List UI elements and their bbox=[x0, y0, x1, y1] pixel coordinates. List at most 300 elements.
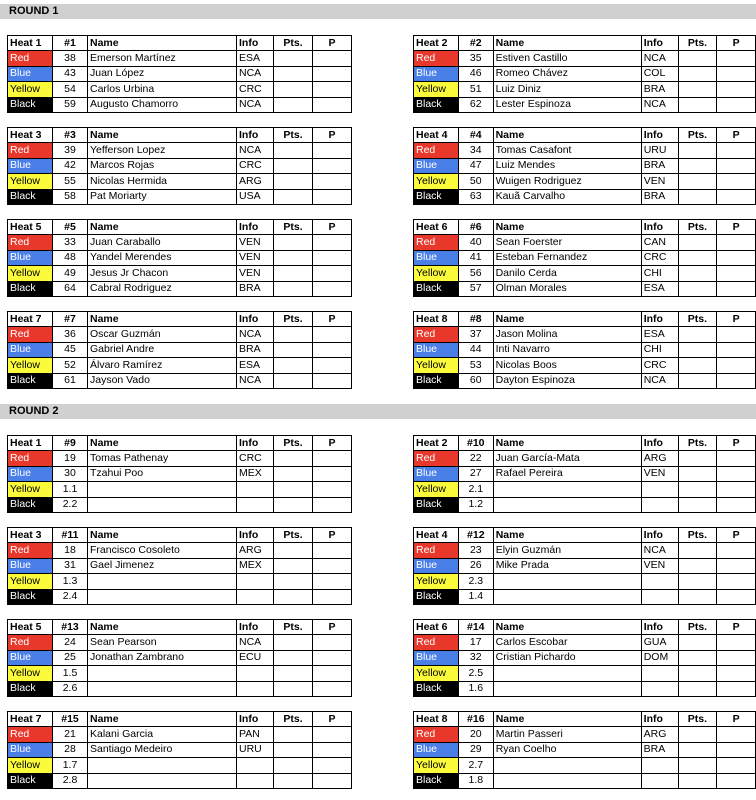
seed-cell: 38 bbox=[53, 51, 88, 66]
p-header: P bbox=[717, 36, 756, 51]
points-cell bbox=[678, 635, 717, 650]
country-cell: CHI bbox=[641, 342, 678, 357]
jersey-color-cell: Black bbox=[414, 97, 459, 112]
jersey-color-cell: Blue bbox=[414, 158, 459, 173]
place-cell bbox=[313, 358, 352, 373]
seed-cell: 1.7 bbox=[53, 758, 88, 773]
place-cell bbox=[717, 373, 756, 388]
place-cell bbox=[717, 82, 756, 97]
place-cell bbox=[313, 451, 352, 466]
jersey-color-cell: Black bbox=[8, 681, 53, 696]
points-cell bbox=[678, 235, 717, 250]
heat-table bbox=[413, 127, 756, 205]
heat-label: Heat 8 bbox=[414, 712, 459, 727]
heat-header-row bbox=[8, 220, 352, 235]
pts-header: Pts. bbox=[678, 312, 717, 327]
pts-header: Pts. bbox=[274, 620, 313, 635]
athlete-name-cell: Carlos Urbina bbox=[88, 82, 237, 97]
country-cell: NCA bbox=[641, 373, 678, 388]
jersey-color-cell: Yellow bbox=[414, 174, 459, 189]
seed-cell: 43 bbox=[53, 66, 88, 81]
heat-header-row bbox=[8, 312, 352, 327]
heat-header-row bbox=[8, 436, 352, 451]
athlete-name-cell bbox=[493, 482, 641, 497]
p-header: P bbox=[313, 620, 352, 635]
place-cell bbox=[313, 681, 352, 696]
jersey-color-cell: Yellow bbox=[8, 574, 53, 589]
heat-table bbox=[413, 311, 756, 389]
athlete-name-cell: Rafael Pereira bbox=[493, 466, 641, 481]
athlete-row bbox=[414, 635, 756, 650]
points-cell bbox=[678, 589, 717, 604]
place-cell bbox=[313, 574, 352, 589]
info-header: Info bbox=[237, 436, 274, 451]
p-header: P bbox=[717, 436, 756, 451]
heat-label: Heat 7 bbox=[8, 712, 53, 727]
country-cell: DOM bbox=[641, 650, 678, 665]
athlete-row bbox=[8, 342, 352, 357]
place-cell bbox=[717, 742, 756, 757]
athlete-row bbox=[414, 97, 756, 112]
seed-cell: 49 bbox=[53, 266, 88, 281]
points-cell bbox=[678, 497, 717, 512]
heat-number: #4 bbox=[458, 128, 493, 143]
athlete-row bbox=[8, 589, 352, 604]
jersey-color-cell: Yellow bbox=[8, 266, 53, 281]
points-cell bbox=[678, 373, 717, 388]
seed-cell: 51 bbox=[458, 82, 493, 97]
seed-cell: 1.6 bbox=[458, 681, 493, 696]
heat-label: Heat 6 bbox=[414, 220, 459, 235]
heat-table bbox=[413, 711, 756, 789]
heat-number: #12 bbox=[458, 528, 493, 543]
athlete-name-cell: Kalani Garcia bbox=[88, 727, 237, 742]
seed-cell: 64 bbox=[53, 281, 88, 296]
points-cell bbox=[274, 742, 313, 757]
points-cell bbox=[274, 358, 313, 373]
points-cell bbox=[678, 466, 717, 481]
points-cell bbox=[274, 281, 313, 296]
country-cell: NCA bbox=[237, 373, 274, 388]
heat-header-row bbox=[414, 36, 756, 51]
points-cell bbox=[274, 143, 313, 158]
heat-header-row bbox=[8, 36, 352, 51]
jersey-color-cell: Red bbox=[414, 327, 459, 342]
athlete-row bbox=[8, 558, 352, 573]
athlete-name-cell bbox=[88, 681, 237, 696]
p-header: P bbox=[717, 712, 756, 727]
athlete-name-cell: Jonathan Zambrano bbox=[88, 650, 237, 665]
country-cell: BRA bbox=[641, 742, 678, 757]
heat-table bbox=[7, 311, 352, 389]
seed-cell: 28 bbox=[53, 742, 88, 757]
seed-cell: 35 bbox=[458, 51, 493, 66]
country-cell: CRC bbox=[237, 82, 274, 97]
heat-number: #10 bbox=[458, 436, 493, 451]
points-cell bbox=[678, 51, 717, 66]
country-cell: NCA bbox=[641, 543, 678, 558]
country-cell bbox=[641, 758, 678, 773]
jersey-color-cell: Blue bbox=[8, 250, 53, 265]
p-header: P bbox=[313, 220, 352, 235]
athlete-name-cell bbox=[88, 758, 237, 773]
athlete-row bbox=[8, 97, 352, 112]
athlete-name-cell: Gabriel Andre bbox=[88, 342, 237, 357]
jersey-color-cell: Blue bbox=[8, 742, 53, 757]
heat-header-row bbox=[8, 528, 352, 543]
jersey-color-cell: Blue bbox=[8, 466, 53, 481]
heat-table bbox=[7, 219, 352, 297]
seed-cell: 47 bbox=[458, 158, 493, 173]
athlete-row bbox=[8, 174, 352, 189]
athlete-name-cell: Estiven Castillo bbox=[493, 51, 641, 66]
points-cell bbox=[274, 342, 313, 357]
name-header: Name bbox=[493, 128, 641, 143]
place-cell bbox=[313, 773, 352, 788]
place-cell bbox=[717, 758, 756, 773]
points-cell bbox=[274, 650, 313, 665]
jersey-color-cell: Yellow bbox=[414, 482, 459, 497]
country-cell: VEN bbox=[641, 558, 678, 573]
pts-header: Pts. bbox=[678, 712, 717, 727]
jersey-color-cell: Blue bbox=[8, 66, 53, 81]
points-cell bbox=[274, 189, 313, 204]
place-cell bbox=[717, 681, 756, 696]
name-header: Name bbox=[493, 220, 641, 235]
points-cell bbox=[678, 451, 717, 466]
athlete-row bbox=[414, 373, 756, 388]
name-header: Name bbox=[88, 436, 237, 451]
points-cell bbox=[274, 727, 313, 742]
jersey-color-cell: Red bbox=[414, 143, 459, 158]
seed-cell: 62 bbox=[458, 97, 493, 112]
athlete-row bbox=[414, 189, 756, 204]
country-cell: NCA bbox=[641, 97, 678, 112]
heat-table bbox=[7, 35, 352, 113]
country-cell: ESA bbox=[237, 358, 274, 373]
athlete-name-cell: Elyin Guzmán bbox=[493, 543, 641, 558]
athlete-name-cell: Romeo Chávez bbox=[493, 66, 641, 81]
p-header: P bbox=[717, 220, 756, 235]
seed-cell: 2.3 bbox=[458, 574, 493, 589]
athlete-name-cell: Oscar Guzmán bbox=[88, 327, 237, 342]
jersey-color-cell: Black bbox=[414, 589, 459, 604]
seed-cell: 32 bbox=[458, 650, 493, 665]
athlete-row bbox=[8, 250, 352, 265]
country-cell bbox=[641, 773, 678, 788]
jersey-color-cell: Blue bbox=[8, 158, 53, 173]
place-cell bbox=[717, 558, 756, 573]
seed-cell: 37 bbox=[458, 327, 493, 342]
country-cell: VEN bbox=[641, 466, 678, 481]
athlete-row bbox=[8, 451, 352, 466]
heat-header-row bbox=[8, 620, 352, 635]
pts-header: Pts. bbox=[274, 528, 313, 543]
country-cell bbox=[641, 482, 678, 497]
country-cell: CRC bbox=[641, 250, 678, 265]
country-cell: NCA bbox=[237, 97, 274, 112]
heat-header-row bbox=[414, 220, 756, 235]
seed-cell: 1.2 bbox=[458, 497, 493, 512]
place-cell bbox=[313, 97, 352, 112]
place-cell bbox=[313, 589, 352, 604]
jersey-color-cell: Red bbox=[414, 727, 459, 742]
place-cell bbox=[313, 51, 352, 66]
points-cell bbox=[678, 758, 717, 773]
athlete-name-cell bbox=[493, 758, 641, 773]
athlete-row bbox=[8, 650, 352, 665]
pts-header: Pts. bbox=[678, 436, 717, 451]
athlete-name-cell: Yefferson Lopez bbox=[88, 143, 237, 158]
jersey-color-cell: Red bbox=[414, 451, 459, 466]
seed-cell: 25 bbox=[53, 650, 88, 665]
country-cell bbox=[237, 773, 274, 788]
country-cell: BRA bbox=[641, 189, 678, 204]
country-cell: ARG bbox=[237, 174, 274, 189]
name-header: Name bbox=[493, 712, 641, 727]
athlete-name-cell: Luiz Mendes bbox=[493, 158, 641, 173]
place-cell bbox=[313, 497, 352, 512]
points-cell bbox=[274, 266, 313, 281]
athlete-row bbox=[8, 327, 352, 342]
place-cell bbox=[313, 143, 352, 158]
country-cell: ESA bbox=[237, 51, 274, 66]
athlete-row bbox=[414, 497, 756, 512]
athlete-row bbox=[414, 51, 756, 66]
heat-header-row bbox=[414, 528, 756, 543]
name-header: Name bbox=[88, 220, 237, 235]
jersey-color-cell: Blue bbox=[414, 250, 459, 265]
place-cell bbox=[717, 143, 756, 158]
place-cell bbox=[717, 497, 756, 512]
points-cell bbox=[678, 558, 717, 573]
p-header: P bbox=[313, 312, 352, 327]
athlete-name-cell: Jayson Vado bbox=[88, 373, 237, 388]
athlete-name-cell: Jesus Jr Chacon bbox=[88, 266, 237, 281]
athlete-row bbox=[414, 451, 756, 466]
seed-cell: 1.1 bbox=[53, 482, 88, 497]
athlete-name-cell: Carlos Escobar bbox=[493, 635, 641, 650]
seed-cell: 61 bbox=[53, 373, 88, 388]
seed-cell: 23 bbox=[458, 543, 493, 558]
heat-header-row bbox=[414, 712, 756, 727]
info-header: Info bbox=[641, 436, 678, 451]
country-cell: ESA bbox=[641, 281, 678, 296]
jersey-color-cell: Yellow bbox=[414, 666, 459, 681]
athlete-name-cell: Sean Foerster bbox=[493, 235, 641, 250]
seed-cell: 1.3 bbox=[53, 574, 88, 589]
place-cell bbox=[313, 266, 352, 281]
points-cell bbox=[678, 650, 717, 665]
country-cell: URU bbox=[237, 742, 274, 757]
place-cell bbox=[717, 342, 756, 357]
country-cell: NCA bbox=[237, 66, 274, 81]
athlete-name-cell: Esteban Fernandez bbox=[493, 250, 641, 265]
seed-cell: 46 bbox=[458, 66, 493, 81]
seed-cell: 19 bbox=[53, 451, 88, 466]
seed-cell: 24 bbox=[53, 635, 88, 650]
heat-number: #14 bbox=[458, 620, 493, 635]
jersey-color-cell: Red bbox=[414, 51, 459, 66]
place-cell bbox=[313, 466, 352, 481]
athlete-name-cell bbox=[88, 589, 237, 604]
athlete-row bbox=[414, 666, 756, 681]
jersey-color-cell: Yellow bbox=[8, 82, 53, 97]
place-cell bbox=[313, 250, 352, 265]
heat-table bbox=[7, 711, 352, 789]
p-header: P bbox=[313, 436, 352, 451]
points-cell bbox=[678, 82, 717, 97]
pts-header: Pts. bbox=[274, 712, 313, 727]
heat-number: #5 bbox=[53, 220, 88, 235]
athlete-name-cell: Mike Prada bbox=[493, 558, 641, 573]
name-header: Name bbox=[493, 620, 641, 635]
country-cell: CRC bbox=[641, 358, 678, 373]
pts-header: Pts. bbox=[678, 128, 717, 143]
info-header: Info bbox=[237, 36, 274, 51]
athlete-name-cell bbox=[493, 681, 641, 696]
seed-cell: 31 bbox=[53, 558, 88, 573]
athlete-row bbox=[8, 758, 352, 773]
athlete-row bbox=[8, 358, 352, 373]
place-cell bbox=[313, 235, 352, 250]
jersey-color-cell: Black bbox=[8, 189, 53, 204]
jersey-color-cell: Yellow bbox=[414, 82, 459, 97]
jersey-color-cell: Red bbox=[414, 635, 459, 650]
country-cell: CHI bbox=[641, 266, 678, 281]
place-cell bbox=[717, 189, 756, 204]
points-cell bbox=[274, 250, 313, 265]
points-cell bbox=[678, 143, 717, 158]
athlete-name-cell bbox=[493, 773, 641, 788]
place-cell bbox=[313, 189, 352, 204]
jersey-color-cell: Black bbox=[8, 373, 53, 388]
athlete-name-cell: Cabral Rodriguez bbox=[88, 281, 237, 296]
country-cell bbox=[641, 666, 678, 681]
heat-table bbox=[413, 35, 756, 113]
athlete-row bbox=[414, 681, 756, 696]
athlete-name-cell: Inti Navarro bbox=[493, 342, 641, 357]
athlete-row bbox=[414, 482, 756, 497]
athlete-name-cell: Augusto Chamorro bbox=[88, 97, 237, 112]
seed-cell: 2.7 bbox=[458, 758, 493, 773]
athlete-row bbox=[414, 66, 756, 81]
points-cell bbox=[678, 742, 717, 757]
country-cell: BRA bbox=[641, 158, 678, 173]
jersey-color-cell: Yellow bbox=[8, 666, 53, 681]
jersey-color-cell: Black bbox=[8, 97, 53, 112]
heat-table bbox=[413, 435, 756, 513]
points-cell bbox=[274, 666, 313, 681]
points-cell bbox=[274, 158, 313, 173]
name-header: Name bbox=[88, 620, 237, 635]
seed-cell: 33 bbox=[53, 235, 88, 250]
athlete-name-cell: Nicolas Hermida bbox=[88, 174, 237, 189]
points-cell bbox=[678, 327, 717, 342]
points-cell bbox=[678, 681, 717, 696]
info-header: Info bbox=[237, 312, 274, 327]
jersey-color-cell: Black bbox=[8, 773, 53, 788]
heat-number: #8 bbox=[458, 312, 493, 327]
country-cell: PAN bbox=[237, 727, 274, 742]
place-cell bbox=[717, 174, 756, 189]
athlete-row bbox=[414, 266, 756, 281]
country-cell bbox=[237, 589, 274, 604]
country-cell bbox=[641, 574, 678, 589]
athlete-name-cell: Tzahui Poo bbox=[88, 466, 237, 481]
p-header: P bbox=[313, 128, 352, 143]
country-cell bbox=[237, 758, 274, 773]
place-cell bbox=[717, 250, 756, 265]
heat-header-row bbox=[8, 128, 352, 143]
info-header: Info bbox=[237, 528, 274, 543]
athlete-name-cell: Emerson Martínez bbox=[88, 51, 237, 66]
country-cell: NCA bbox=[237, 327, 274, 342]
athlete-name-cell: Juan Caraballo bbox=[88, 235, 237, 250]
athlete-name-cell: Olman Morales bbox=[493, 281, 641, 296]
info-header: Info bbox=[237, 128, 274, 143]
seed-cell: 39 bbox=[53, 143, 88, 158]
athlete-name-cell: Yandel Merendes bbox=[88, 250, 237, 265]
jersey-color-cell: Yellow bbox=[8, 174, 53, 189]
country-cell: COL bbox=[641, 66, 678, 81]
round-title: ROUND 2 bbox=[0, 404, 756, 419]
jersey-color-cell: Yellow bbox=[414, 574, 459, 589]
athlete-row bbox=[8, 574, 352, 589]
jersey-color-cell: Blue bbox=[8, 342, 53, 357]
jersey-color-cell: Black bbox=[8, 589, 53, 604]
round-title: ROUND 1 bbox=[0, 4, 756, 19]
athlete-row bbox=[8, 482, 352, 497]
seed-cell: 29 bbox=[458, 742, 493, 757]
place-cell bbox=[313, 66, 352, 81]
seed-cell: 2.2 bbox=[53, 497, 88, 512]
pts-header: Pts. bbox=[274, 312, 313, 327]
place-cell bbox=[717, 589, 756, 604]
info-header: Info bbox=[237, 712, 274, 727]
info-header: Info bbox=[641, 312, 678, 327]
athlete-name-cell bbox=[88, 666, 237, 681]
heat-label: Heat 1 bbox=[8, 36, 53, 51]
place-cell bbox=[313, 543, 352, 558]
athlete-row bbox=[8, 666, 352, 681]
country-cell: NCA bbox=[641, 51, 678, 66]
place-cell bbox=[313, 158, 352, 173]
points-cell bbox=[678, 281, 717, 296]
seed-cell: 55 bbox=[53, 174, 88, 189]
athlete-row bbox=[8, 143, 352, 158]
athlete-name-cell: Cristian Pichardo bbox=[493, 650, 641, 665]
country-cell: MEX bbox=[237, 558, 274, 573]
country-cell: BRA bbox=[237, 281, 274, 296]
info-header: Info bbox=[641, 528, 678, 543]
heat-table bbox=[7, 127, 352, 205]
jersey-color-cell: Red bbox=[8, 727, 53, 742]
points-cell bbox=[678, 543, 717, 558]
place-cell bbox=[717, 773, 756, 788]
heat-number: #16 bbox=[458, 712, 493, 727]
place-cell bbox=[717, 281, 756, 296]
jersey-color-cell: Black bbox=[414, 773, 459, 788]
seed-cell: 57 bbox=[458, 281, 493, 296]
athlete-name-cell bbox=[88, 482, 237, 497]
country-cell: GUA bbox=[641, 635, 678, 650]
p-header: P bbox=[313, 712, 352, 727]
heat-number: #7 bbox=[53, 312, 88, 327]
jersey-color-cell: Black bbox=[414, 497, 459, 512]
name-header: Name bbox=[493, 312, 641, 327]
country-cell: VEN bbox=[237, 235, 274, 250]
